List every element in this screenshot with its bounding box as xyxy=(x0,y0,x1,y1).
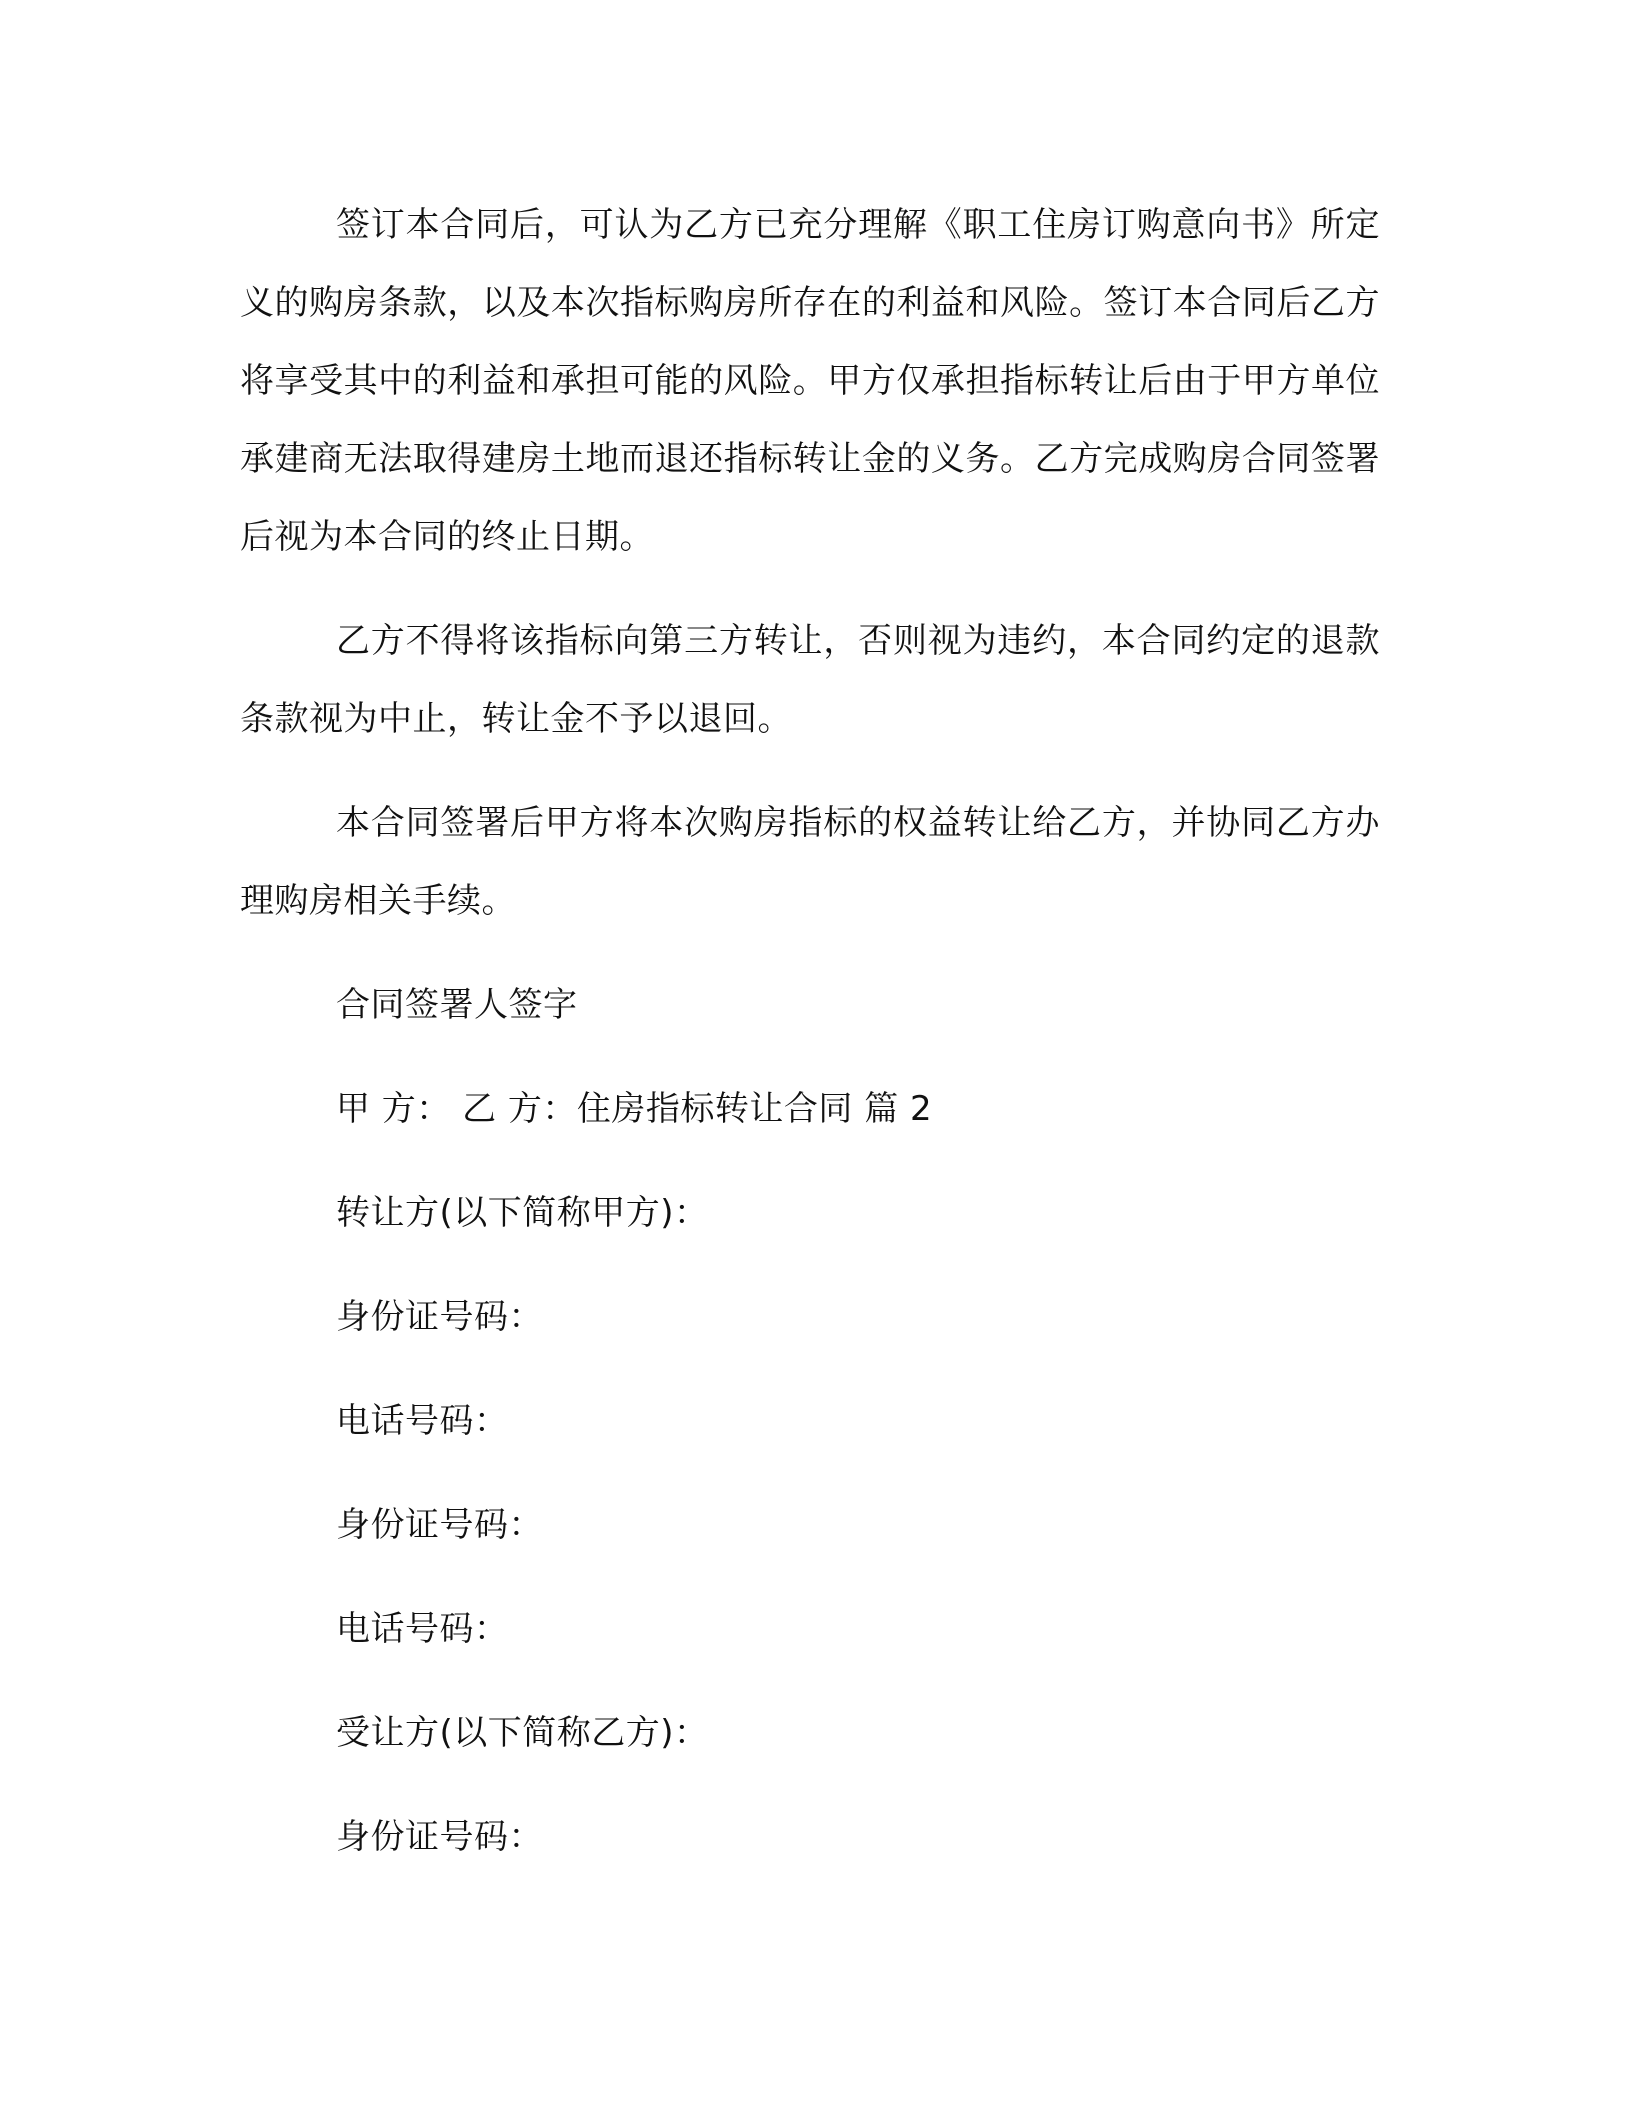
paragraph-termination: 签订本合同后，可认为乙方已充分理解《职工住房订购意向书》所定义的购房条款，以及本次指标购房所存在的利益和风险。签订本合同后乙方将享受其中的利益和承担可能的风险。甲方仅承担指标转让后由于甲方单位承建商无法取得建房土地而退还指标转让金的义务。乙方完成购房合同签署后视为本合同的终止日期。 xyxy=(240,205,1380,557)
field-phone-number: 电话号码： xyxy=(336,1609,509,1649)
field-transferor: 转让方(以下简称甲方)： xyxy=(336,1193,709,1233)
field-id-number: 身份证号码： xyxy=(336,1297,543,1337)
field-phone-number: 电话号码： xyxy=(336,1401,509,1441)
field-id-number: 身份证号码： xyxy=(336,1505,543,1545)
field-transferee: 受让方(以下简称乙方)： xyxy=(336,1713,709,1753)
parties-line: 甲 方： 乙 方：住房指标转让合同 篇 2 xyxy=(336,1089,933,1129)
field-id-number: 身份证号码： xyxy=(336,1817,543,1857)
document-body xyxy=(240,186,1380,1902)
signature-heading: 合同签署人签字 xyxy=(336,985,578,1025)
paragraph-no-transfer: 乙方不得将该指标向第三方转让，否则视为违约，本合同约定的退款条款视为中止，转让金不予以退回。 xyxy=(240,621,1380,739)
paragraph-rights-transfer: 本合同签署后甲方将本次购房指标的权益转让给乙方，并协同乙方办理购房相关手续。 xyxy=(240,803,1380,921)
